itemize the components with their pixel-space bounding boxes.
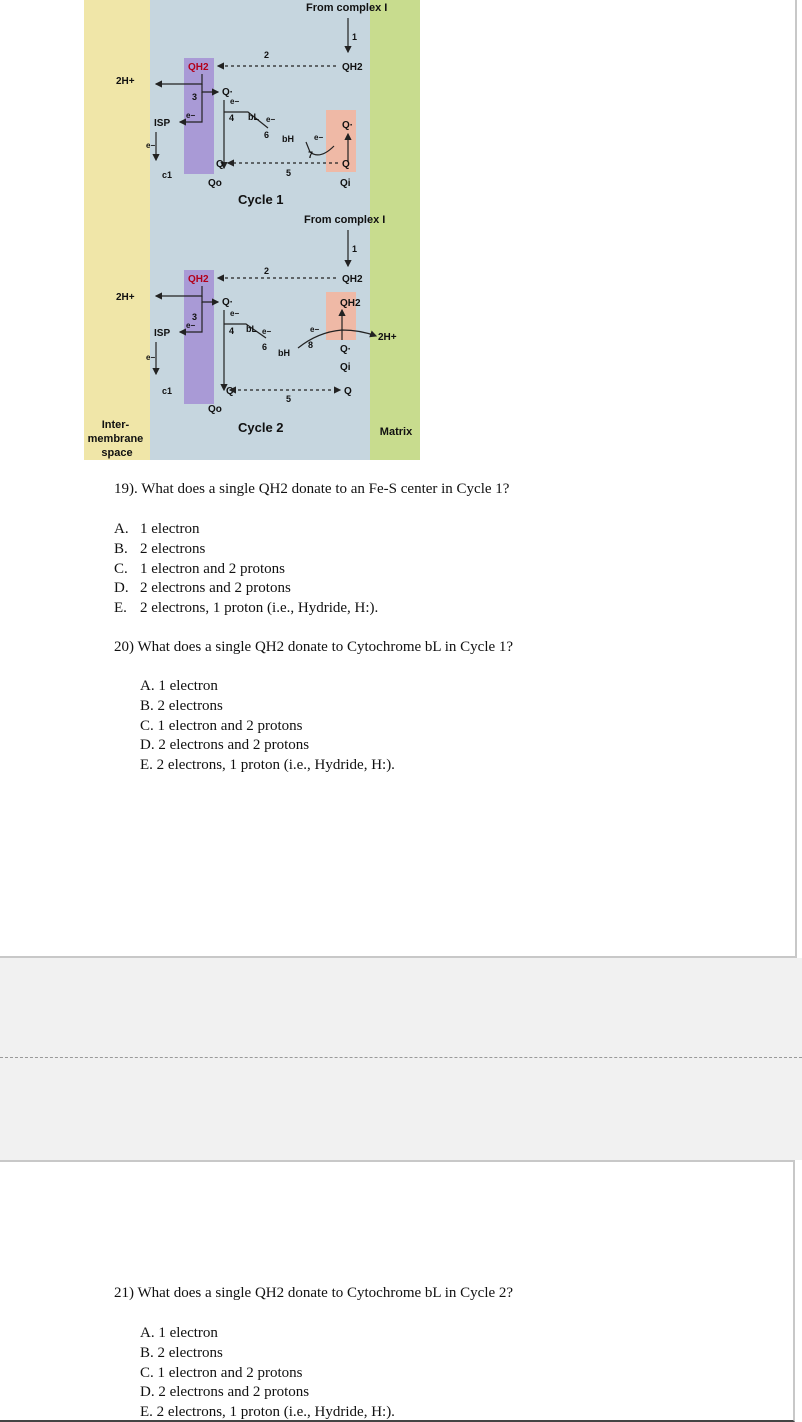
svg-text:4: 4 xyxy=(229,113,235,123)
svg-text:e−: e− xyxy=(230,309,240,318)
svg-text:Q: Q xyxy=(342,159,350,170)
document-page-2 xyxy=(0,1160,795,1422)
question-19-stem: 19). What does a single QH2 donate to an Fe-S center in Cycle 1? xyxy=(114,481,510,497)
question-20-option-e: E. 2 electrons, 1 proton (i.e., Hydride, H:). xyxy=(140,757,395,773)
svg-text:8: 8 xyxy=(308,340,314,350)
svg-text:2: 2 xyxy=(264,266,270,276)
question-21-stem: 21) What does a single QH2 donate to Cytochrome bL in Cycle 2? xyxy=(114,1285,514,1301)
qh2-qo-cycle1: QH2 xyxy=(188,62,209,73)
svg-text:bL: bL xyxy=(246,324,257,334)
cycle1-label: Cycle 1 xyxy=(238,192,284,207)
from-complex-cycle2: From complex I xyxy=(304,214,386,226)
svg-text:5: 5 xyxy=(286,394,292,404)
svg-text:Q: Q xyxy=(226,386,234,397)
question-21-option-d: D. 2 electrons and 2 protons xyxy=(140,1384,310,1400)
q-cycle-diagram xyxy=(84,0,420,460)
two-h-cycle2-right: 2H+ xyxy=(378,332,397,343)
svg-text:4: 4 xyxy=(229,326,235,336)
qo-site-cycle2 xyxy=(184,270,214,404)
svg-text:bH: bH xyxy=(278,348,290,358)
question-20-option-c: C. 1 electron and 2 protons xyxy=(140,718,303,734)
svg-text:e−: e− xyxy=(262,327,272,336)
question-19-option-e: E. 2 electrons, 1 proton (i.e., Hydride, H:). xyxy=(114,600,379,616)
question-20-option-d: D. 2 electrons and 2 protons xyxy=(140,737,310,753)
qh2-qo-cycle2: QH2 xyxy=(188,274,209,285)
qh2-qi-product-cycle2: QH2 xyxy=(340,298,361,309)
svg-text:e−: e− xyxy=(266,115,276,124)
membrane-region xyxy=(150,0,370,460)
svg-text:3: 3 xyxy=(192,92,198,102)
svg-text:2: 2 xyxy=(264,50,270,60)
svg-text:e−: e− xyxy=(314,133,324,142)
svg-text:6: 6 xyxy=(262,342,268,352)
qh2-qi-cycle2: QH2 xyxy=(342,274,363,285)
isp-cycle2: ISP xyxy=(154,328,171,339)
page-gap xyxy=(0,958,802,1160)
svg-text:1: 1 xyxy=(352,32,358,42)
svg-text:e−: e− xyxy=(146,141,156,150)
matrix-label: Matrix xyxy=(379,426,413,438)
page-break-line xyxy=(0,1057,802,1058)
question-21-option-b: B. 2 electrons xyxy=(140,1345,223,1361)
svg-text:c1: c1 xyxy=(162,386,173,396)
qo-label-cycle1: Qo xyxy=(208,178,222,189)
svg-text:Q·: Q· xyxy=(342,120,354,131)
svg-text:6: 6 xyxy=(264,130,270,140)
svg-text:e−: e− xyxy=(146,353,156,362)
qo-label-cycle2: Qo xyxy=(208,404,222,415)
question-21-option-a: A. 1 electron xyxy=(140,1325,218,1341)
svg-text:bH: bH xyxy=(282,134,294,144)
question-20-option-b: B. 2 electrons xyxy=(140,698,223,714)
matrix-region xyxy=(370,0,420,460)
question-19-option-a: A. 1 electron xyxy=(114,521,200,537)
svg-text:c1: c1 xyxy=(162,170,173,180)
svg-text:bL: bL xyxy=(248,112,259,122)
question-21-option-e: E. 2 electrons, 1 proton (i.e., Hydride, H:). xyxy=(140,1404,395,1420)
qi-label-cycle1: Qi xyxy=(340,178,351,189)
svg-text:5: 5 xyxy=(286,168,292,178)
intermembrane-space-region xyxy=(84,0,150,460)
svg-text:Q: Q xyxy=(216,159,224,170)
svg-text:Q: Q xyxy=(344,386,352,397)
question-19-option-b: B. 2 electrons xyxy=(114,541,206,557)
svg-text:Q·: Q· xyxy=(222,87,234,98)
isp-cycle1: ISP xyxy=(154,118,171,129)
qi-label-cycle2: Qi xyxy=(340,362,351,373)
svg-text:Q·: Q· xyxy=(222,297,234,308)
question-19-option-c: C. 1 electron and 2 protons xyxy=(114,561,285,577)
two-h-cycle2-left: 2H+ xyxy=(116,292,135,303)
svg-text:e−: e− xyxy=(230,97,240,106)
qh2-qi-cycle1: QH2 xyxy=(342,62,363,73)
two-h-cycle1: 2H+ xyxy=(116,76,135,87)
svg-text:e−: e− xyxy=(186,111,196,120)
svg-text:3: 3 xyxy=(192,312,198,322)
question-20-option-a: A. 1 electron xyxy=(140,678,218,694)
svg-text:e−: e− xyxy=(310,325,320,334)
cycle2-label: Cycle 2 xyxy=(238,420,284,435)
question-20-stem: 20) What does a single QH2 donate to Cytochrome bL in Cycle 1? xyxy=(114,639,514,655)
question-21-option-c: C. 1 electron and 2 protons xyxy=(140,1365,303,1381)
svg-text:Q·: Q· xyxy=(340,344,352,355)
svg-text:1: 1 xyxy=(352,244,358,254)
intermembrane-space-label: Inter- membrane space xyxy=(87,419,144,459)
svg-text:7: 7 xyxy=(308,150,314,160)
svg-text:e−: e− xyxy=(186,321,196,330)
from-complex-cycle1: From complex I xyxy=(306,2,388,14)
question-19-option-d: D. 2 electrons and 2 protons xyxy=(114,580,291,596)
